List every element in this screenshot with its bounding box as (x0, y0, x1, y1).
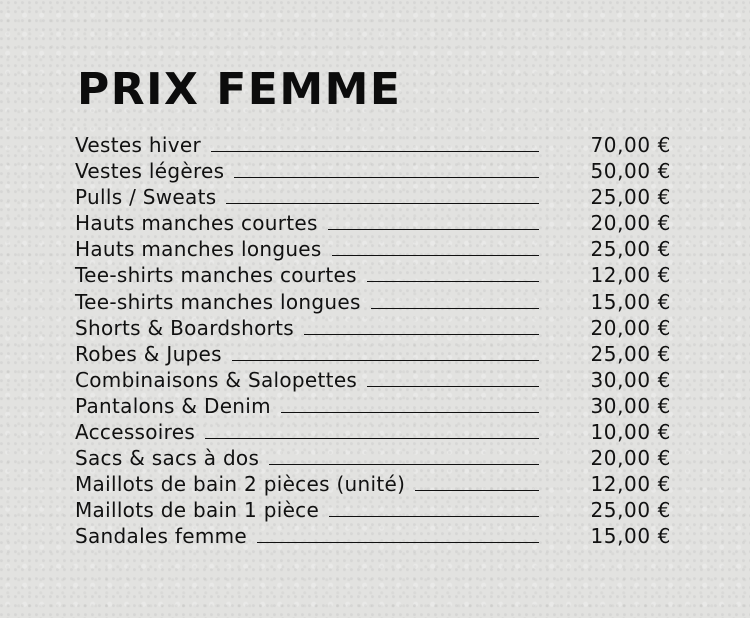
leader-line (234, 177, 539, 178)
item-label: Shorts & Boardshorts (75, 315, 294, 340)
item-price: 50,00 € (590, 159, 671, 184)
item-price: 12,00 € (590, 472, 671, 497)
price-row (75, 210, 675, 236)
item-price: 25,00 € (590, 237, 671, 262)
item-label: Tee-shirts manches longues (75, 289, 361, 314)
item-label: Vestes hiver (75, 133, 201, 157)
price-row (75, 236, 675, 262)
item-price: 25,00 € (590, 341, 671, 366)
leader-line (367, 386, 539, 387)
item-label: Maillots de bain 2 pièces (unité) (75, 472, 406, 497)
item-price: 25,00 € (590, 185, 671, 210)
leader-line (281, 412, 539, 413)
item-label: Hauts manches longues (75, 237, 322, 262)
price-row (75, 132, 675, 158)
price-row (75, 419, 675, 445)
price-list (75, 132, 675, 550)
leader-line (371, 308, 539, 309)
item-label: Tee-shirts manches courtes (75, 263, 357, 288)
price-row (75, 184, 675, 210)
item-label: Pantalons & Denim (75, 393, 271, 418)
leader-line (332, 255, 539, 256)
item-price: 20,00 € (590, 315, 671, 340)
item-label: Accessoires (75, 420, 196, 445)
item-price: 20,00 € (590, 446, 671, 471)
leader-line (328, 229, 539, 230)
page-title: PRIX FEMME (77, 64, 402, 115)
price-row (75, 341, 675, 367)
leader-line (329, 516, 539, 517)
item-price: 15,00 € (590, 524, 671, 549)
item-price: 12,00 € (590, 263, 671, 288)
item-label: Robes & Jupes (75, 341, 222, 366)
price-row (75, 393, 675, 419)
item-price: 10,00 € (590, 420, 671, 445)
leader-line (304, 334, 539, 335)
leader-line (226, 203, 539, 204)
price-row (75, 289, 675, 315)
price-row (75, 158, 675, 184)
item-label: Maillots de bain 1 pièce (75, 498, 320, 523)
item-price: 70,00 € (590, 133, 671, 157)
leader-line (211, 151, 539, 152)
price-row (75, 315, 675, 341)
leader-line (269, 464, 539, 465)
price-row (75, 367, 675, 393)
item-price: 20,00 € (590, 211, 671, 236)
item-label: Sacs & sacs à dos (75, 446, 260, 471)
leader-line (232, 360, 539, 361)
item-label: Pulls / Sweats (75, 185, 217, 210)
item-label: Combinaisons & Salopettes (75, 367, 358, 392)
item-price: 15,00 € (590, 289, 671, 314)
item-price: 30,00 € (590, 367, 671, 392)
item-price: 25,00 € (590, 498, 671, 523)
price-row (75, 471, 675, 497)
item-price: 30,00 € (590, 393, 671, 418)
leader-line (257, 542, 539, 543)
leader-line (415, 490, 539, 491)
price-row (75, 497, 675, 523)
price-row (75, 523, 675, 549)
price-row (75, 262, 675, 288)
leader-line (205, 438, 539, 439)
item-label: Sandales femme (75, 524, 248, 549)
leader-line (367, 281, 539, 282)
price-row (75, 445, 675, 471)
item-label: Hauts manches courtes (75, 211, 318, 236)
item-label: Vestes légères (75, 159, 225, 184)
